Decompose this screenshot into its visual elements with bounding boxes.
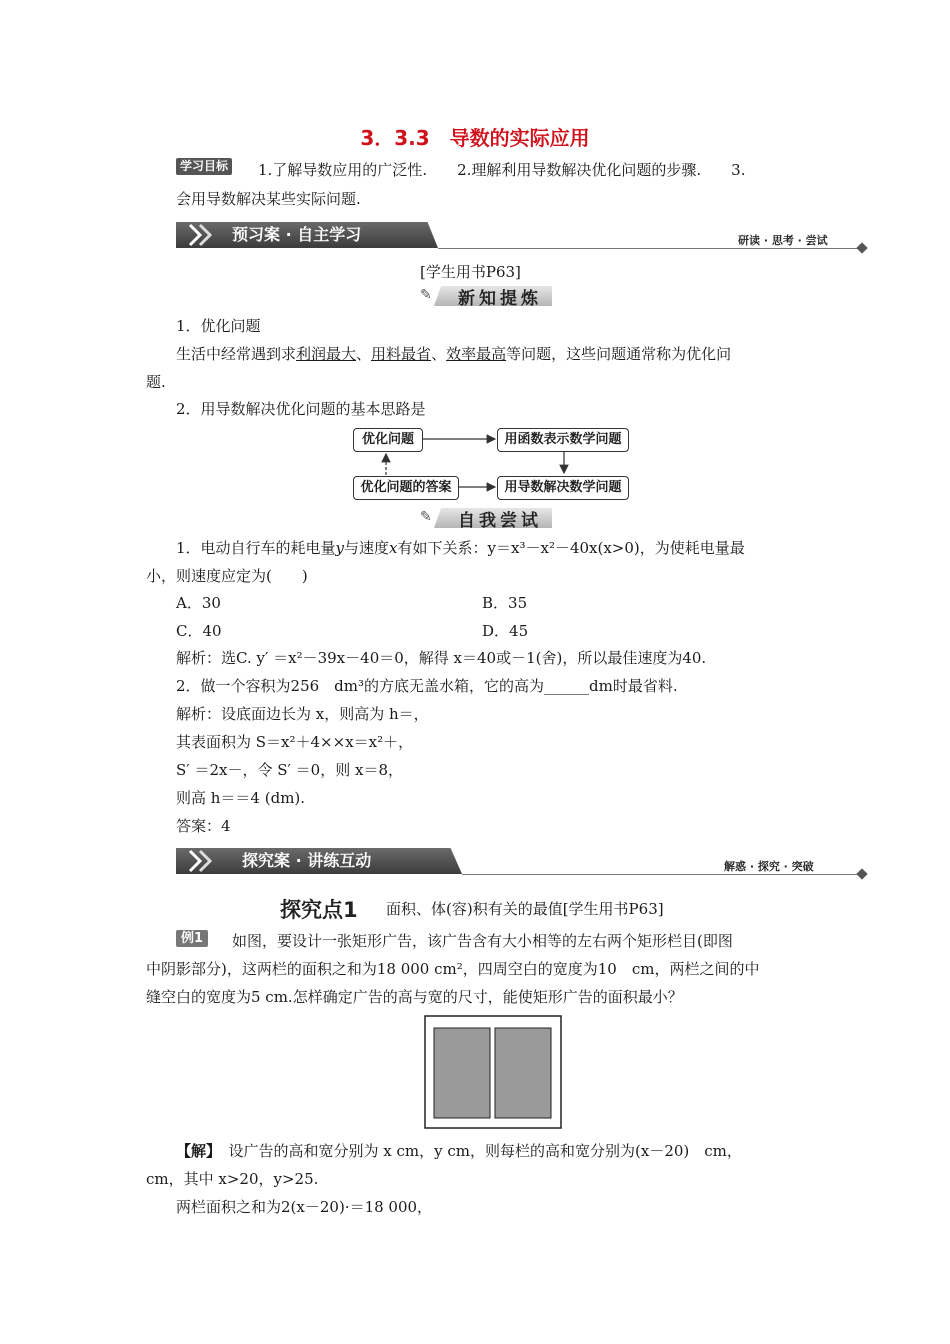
question-1-stem-2: 小，则速度应定为( ) xyxy=(146,567,308,585)
question-2-analysis-4: 则高 h＝＝4 (dm). xyxy=(176,789,306,807)
example-line-2: 中阴影部分)，这两栏的面积之和为18 000 cm²，四周空白的宽度为10 cm，两栏之间的中 xyxy=(146,960,760,978)
example-line-1: 如图，要设计一张矩形广告，该广告含有大小相等的左右两个矩形栏目(即图 xyxy=(232,932,733,950)
goals-line-1: 1.了解导数应用的广泛性. 2.理解利用导数解决优化问题的步骤. 3. xyxy=(258,161,746,179)
question-2-analysis-3: S′ ＝2x－，令 S′ ＝0，则 x＝8， xyxy=(176,761,403,779)
question-2-analysis-2: 其表面积为 S＝x²＋4××x＝x²＋， xyxy=(176,733,414,751)
page-title: 3．3.3 导数的实际应用 xyxy=(360,126,590,150)
flow-box-answer: 优化问题的答案 xyxy=(353,476,459,500)
book-reference: [学生用书P63] xyxy=(420,263,521,281)
poster-figure xyxy=(424,1015,562,1129)
paragraph-optimization-end: 题. xyxy=(146,373,166,391)
heading-approach: 2．用导数解决优化问题的基本思路是 xyxy=(176,400,426,418)
flow-box-derivative-solve: 用导数解决数学问题 xyxy=(497,476,629,500)
question-1-analysis: 解析：选C. y′ ＝x²－39x－40＝0，解得 x＝40或－1(舍)，所以最佳速度为40. xyxy=(176,649,707,667)
question-1-stem: 1．电动自行车的耗电量y与速度x有如下关系：y＝x³－x²－40x(x>0)，为使耗电量最 xyxy=(176,539,745,557)
sparkle-icon: ✎ xyxy=(420,287,432,303)
question-2-analysis-1: 解析：设底面边长为 x，则高为 h＝， xyxy=(176,705,429,723)
subheading-self-test: ✎ 自我尝试 xyxy=(420,505,554,531)
chevron-arrows-icon xyxy=(186,222,222,248)
solution-line-2: cm，其中 x>20，y>25. xyxy=(146,1170,319,1188)
question-2-answer: 答案：4 xyxy=(176,817,231,835)
option-b: B．35 xyxy=(482,594,528,612)
example-line-3: 缝空白的宽度为5 cm.怎样确定广告的高与宽的尺寸，能使矩形广告的面积最小？ xyxy=(146,988,683,1006)
question-2-stem: 2．做一个容积为256 dm³的方底无盖水箱，它的高为______dm时最省料. xyxy=(176,677,678,695)
paragraph-optimization: 生活中经常遇到求利润最大、用料最省、效率最高等问题，这些问题通常称为优化问 xyxy=(176,345,732,363)
goals-line-2: 会用导数解决某些实际问题. xyxy=(176,190,361,208)
option-c: C．40 xyxy=(176,622,222,640)
banner-title: 预习案 · 自主学习 xyxy=(232,225,362,244)
option-a: A．30 xyxy=(176,594,221,612)
solution-line-1: 【解】 设广告的高和宽分别为 x cm，y cm，则每栏的高和宽分别为(x－20) cm， xyxy=(176,1142,742,1160)
banner-title: 探究案 · 讲练互动 xyxy=(242,851,372,870)
solution-line-3: 两栏面积之和为2(x－20)·＝18 000， xyxy=(176,1198,433,1216)
flow-box-optimization-problem: 优化问题 xyxy=(353,428,423,452)
subheading-new-knowledge: ✎ 新知提炼 xyxy=(420,283,554,309)
explore-point-label: 探究点1 xyxy=(280,898,358,922)
sparkle-icon: ✎ xyxy=(420,509,432,525)
banner-right-label: 解惑 · 探究 · 突破 xyxy=(724,860,814,873)
section-banner-explore xyxy=(176,848,870,876)
flow-box-function-model: 用函数表示数学问题 xyxy=(497,428,629,452)
option-d: D．45 xyxy=(482,622,529,640)
goals-tag: 学习目标 xyxy=(176,158,232,175)
banner-right-label: 研读 · 思考 · 尝试 xyxy=(738,234,828,247)
section-banner-preview xyxy=(176,222,870,250)
example-tag: 例1 xyxy=(176,930,208,947)
diamond-icon xyxy=(856,242,867,253)
explore-point-title: 面积、体(容)积有关的最值[学生用书P63] xyxy=(386,900,664,918)
diamond-icon xyxy=(856,868,867,879)
heading-optimization: 1．优化问题 xyxy=(176,317,261,335)
chevron-arrows-icon xyxy=(186,848,222,874)
